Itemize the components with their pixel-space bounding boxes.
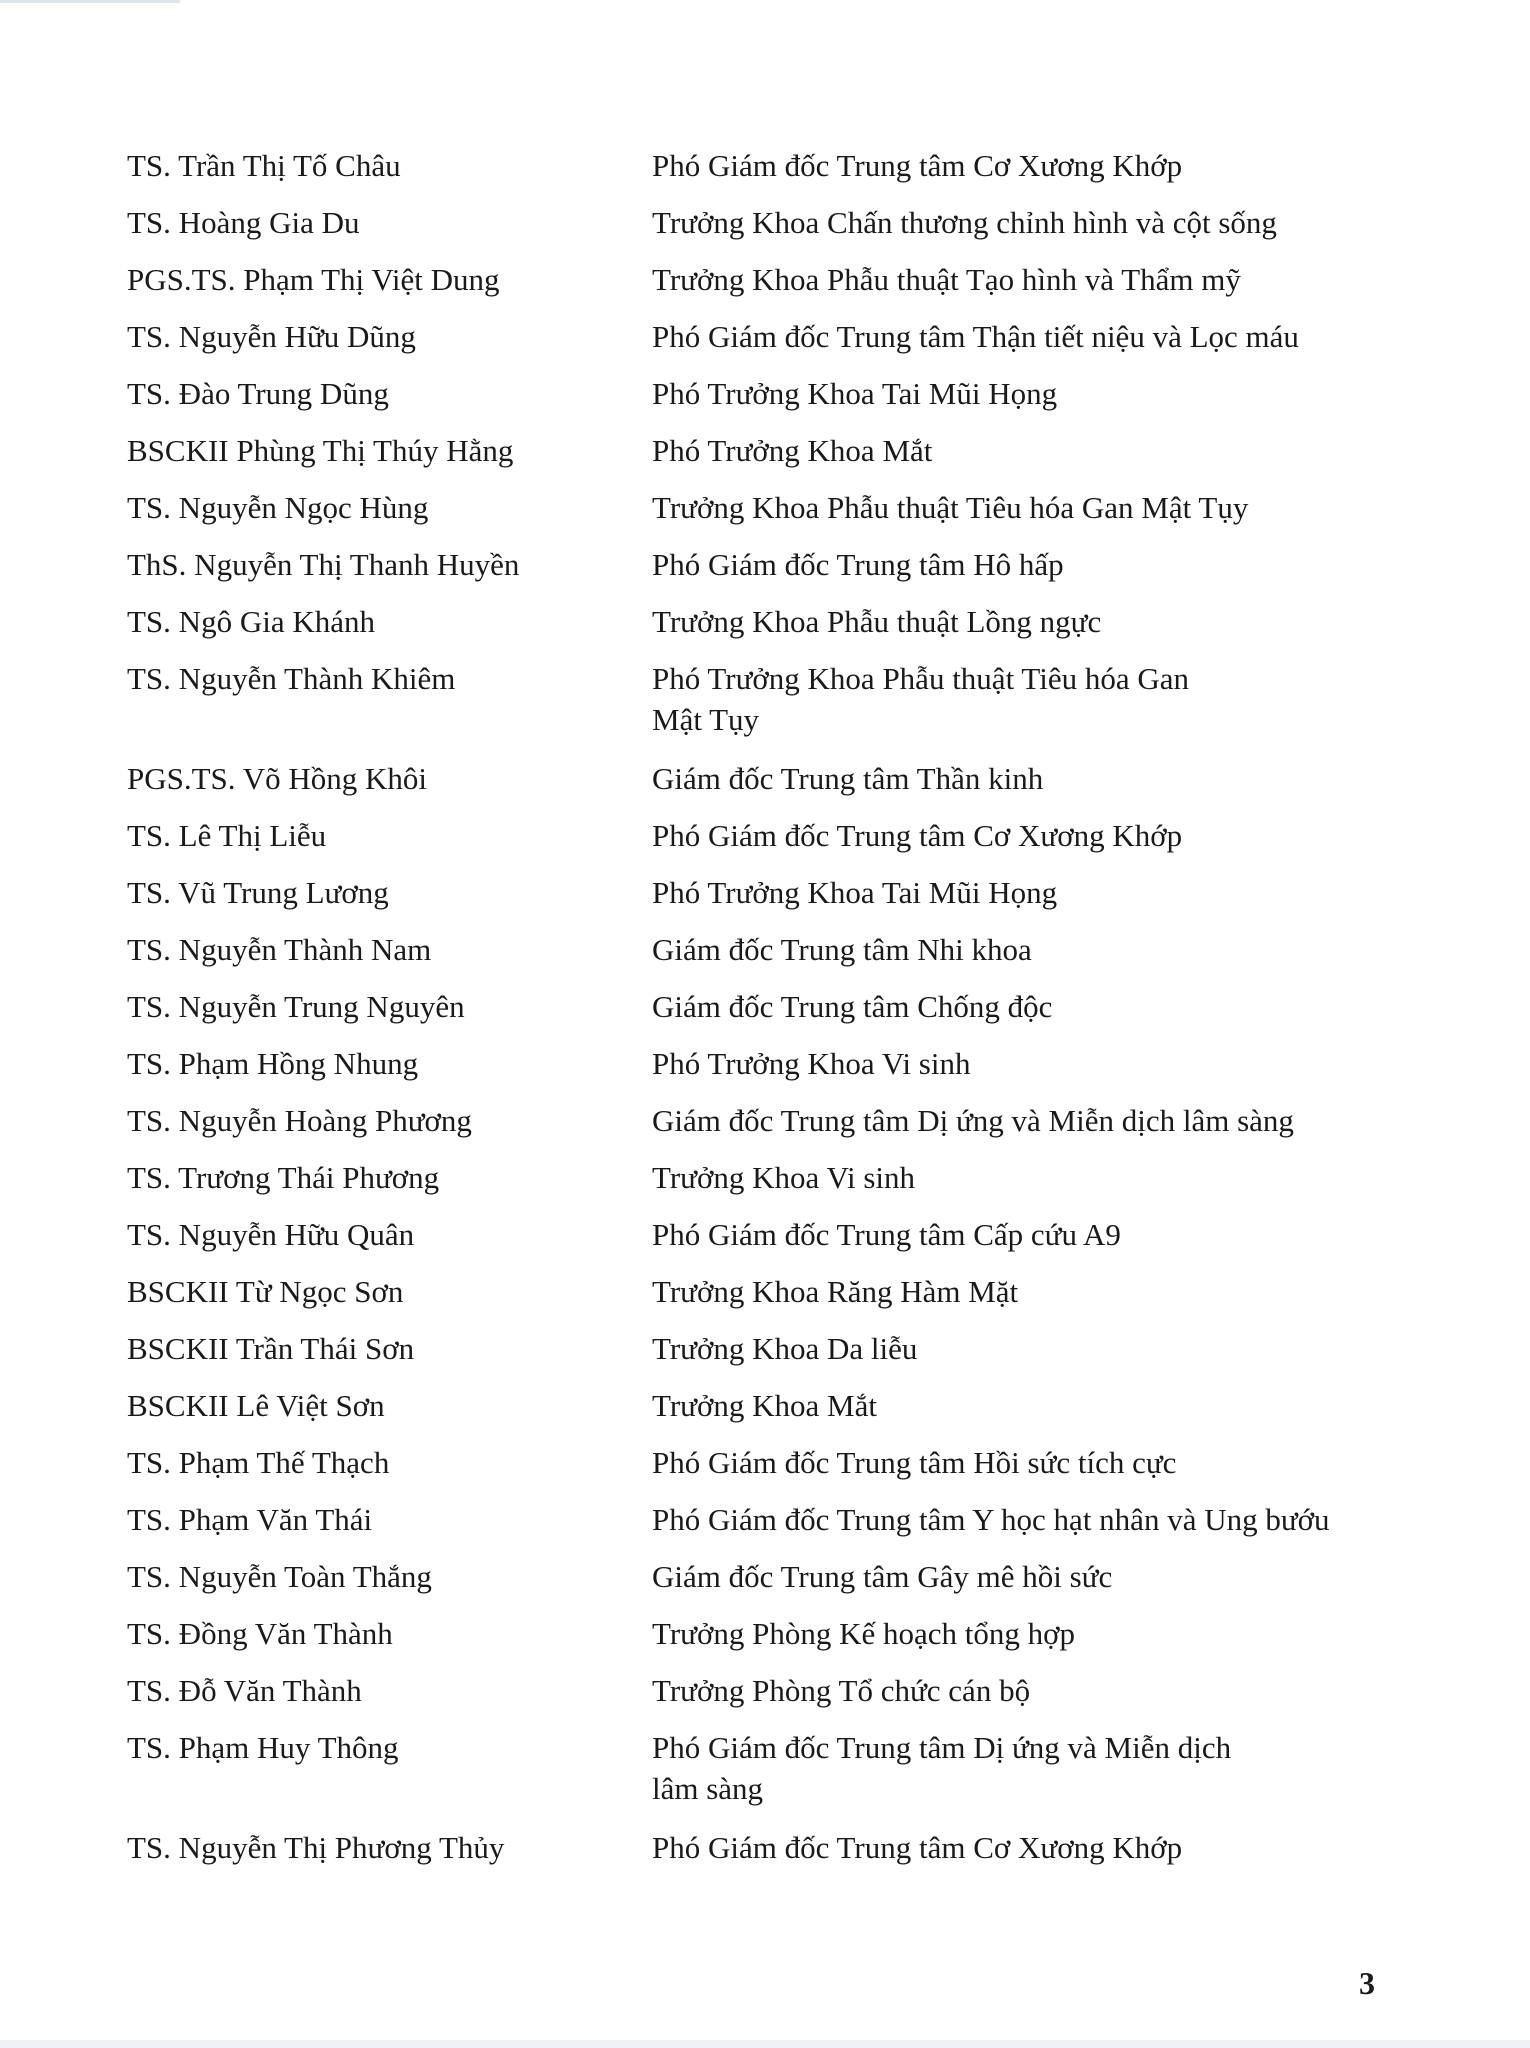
person-name: TS. Phạm Huy Thông — [127, 1730, 399, 1765]
person-position — [652, 658, 1387, 740]
list-item — [127, 259, 1387, 316]
person-position — [652, 1100, 1387, 1141]
list-item — [127, 487, 1387, 544]
list-item — [127, 758, 1387, 815]
person-position — [652, 316, 1387, 357]
position-line: Trưởng Phòng Kế hoạch tổng hợp — [652, 1616, 1076, 1651]
list-item — [127, 1100, 1387, 1157]
position-line: Giám đốc Trung tâm Chống độc — [652, 989, 1053, 1024]
list-item — [127, 1827, 1387, 1884]
person-name: TS. Phạm Văn Thái — [127, 1502, 373, 1537]
person-position — [652, 929, 1387, 970]
person-name: TS. Phạm Thế Thạch — [127, 1445, 390, 1480]
list-item — [127, 373, 1387, 430]
person-position — [652, 601, 1387, 642]
list-item — [127, 544, 1387, 601]
position-line: Phó Trưởng Khoa Mắt — [652, 433, 933, 468]
person-position — [652, 430, 1387, 471]
person-position — [652, 1442, 1387, 1483]
person-name: TS. Lê Thị Liễu — [127, 818, 327, 853]
list-item — [127, 316, 1387, 373]
person-name: TS. Phạm Hồng Nhung — [127, 1046, 419, 1081]
page-number: 3 — [1359, 1965, 1375, 2001]
person-position — [652, 1385, 1387, 1426]
person-position — [652, 758, 1387, 799]
person-name: TS. Đỗ Văn Thành — [127, 1673, 362, 1708]
person-name: ThS. Nguyễn Thị Thanh Huyền — [127, 547, 520, 582]
person-position — [652, 1043, 1387, 1084]
list-item — [127, 1613, 1387, 1670]
person-position — [652, 1670, 1387, 1711]
position-line: Trưởng Khoa Chấn thương chỉnh hình và cột sống — [652, 205, 1277, 240]
person-name: TS. Nguyễn Hữu Quân — [127, 1217, 415, 1252]
person-position — [652, 487, 1387, 528]
list-item — [127, 1043, 1387, 1100]
person-name: TS. Nguyễn Thành Nam — [127, 932, 432, 967]
person-name: TS. Trương Thái Phương — [127, 1160, 440, 1195]
person-position — [652, 1827, 1387, 1868]
position-line: Phó Giám đốc Trung tâm Cơ Xương Khớp — [652, 818, 1183, 853]
scan-edge-bottom — [0, 2040, 1530, 2048]
person-position — [652, 815, 1387, 856]
person-name: BSCKII Từ Ngọc Sơn — [127, 1274, 404, 1309]
person-position — [652, 1328, 1387, 1369]
person-position — [652, 1214, 1387, 1255]
person-position — [652, 1271, 1387, 1312]
person-name: TS. Trần Thị Tố Châu — [127, 148, 401, 183]
person-position — [652, 1556, 1387, 1597]
list-item — [127, 1157, 1387, 1214]
person-name: TS. Hoàng Gia Du — [127, 205, 360, 240]
position-line: lâm sàng — [652, 1771, 764, 1806]
list-item — [127, 601, 1387, 658]
list-item — [127, 1271, 1387, 1328]
list-item — [127, 1328, 1387, 1385]
position-line: Trưởng Khoa Phẫu thuật Tiêu hóa Gan Mật Tụy — [652, 490, 1249, 525]
person-name: TS. Nguyễn Thành Khiêm — [127, 661, 456, 696]
position-line: Phó Giám đốc Trung tâm Cơ Xương Khớp — [652, 148, 1183, 183]
person-name: TS. Đào Trung Dũng — [127, 376, 389, 411]
list-item — [127, 430, 1387, 487]
person-name: TS. Nguyễn Thị Phương Thủy — [127, 1830, 505, 1865]
person-name: BSCKII Phùng Thị Thúy Hằng — [127, 433, 514, 468]
person-name: TS. Nguyễn Hoàng Phương — [127, 1103, 472, 1138]
position-line: Giám đốc Trung tâm Dị ứng và Miễn dịch lâm sàng — [652, 1103, 1294, 1138]
list-item — [127, 202, 1387, 259]
list-item — [127, 1727, 1387, 1827]
person-position — [652, 373, 1387, 414]
person-position — [652, 1157, 1387, 1198]
person-name: BSCKII Trần Thái Sơn — [127, 1331, 415, 1366]
person-name: TS. Đồng Văn Thành — [127, 1616, 393, 1651]
position-line: Trưởng Khoa Răng Hàm Mặt — [652, 1274, 1019, 1309]
person-name: BSCKII Lê Việt Sơn — [127, 1388, 385, 1423]
position-line: Trưởng Khoa Phẫu thuật Tạo hình và Thẩm mỹ — [652, 262, 1241, 297]
person-name: TS. Nguyễn Ngọc Hùng — [127, 490, 429, 525]
position-line: Giám đốc Trung tâm Gây mê hồi sức — [652, 1559, 1113, 1594]
position-line: Giám đốc Trung tâm Nhi khoa — [652, 932, 1032, 967]
position-line: Phó Trưởng Khoa Tai Mũi Họng — [652, 376, 1058, 411]
list-item — [127, 658, 1387, 758]
person-position — [652, 202, 1387, 243]
position-line: Phó Giám đốc Trung tâm Cấp cứu A9 — [652, 1217, 1121, 1252]
position-line: Trưởng Khoa Mắt — [652, 1388, 877, 1423]
person-position — [652, 1727, 1387, 1809]
position-line: Trưởng Khoa Vi sinh — [652, 1160, 916, 1195]
person-position — [652, 259, 1387, 300]
list-item — [127, 872, 1387, 929]
list-item — [127, 986, 1387, 1043]
list-item — [127, 929, 1387, 986]
person-name: TS. Nguyễn Trung Nguyên — [127, 989, 465, 1024]
position-line: Trưởng Khoa Phẫu thuật Lồng ngực — [652, 604, 1102, 639]
list-item — [127, 1214, 1387, 1271]
person-position — [652, 1499, 1387, 1540]
list-item — [127, 815, 1387, 872]
position-line: Phó Trưởng Khoa Phẫu thuật Tiêu hóa Gan — [652, 661, 1189, 696]
position-line: Trưởng Khoa Da liễu — [652, 1331, 918, 1366]
person-name: TS. Nguyễn Toàn Thắng — [127, 1559, 432, 1594]
list-item — [127, 1499, 1387, 1556]
person-name: TS. Ngô Gia Khánh — [127, 604, 375, 639]
person-name: TS. Vũ Trung Lương — [127, 875, 389, 910]
person-position — [652, 986, 1387, 1027]
position-line: Mật Tụy — [652, 702, 760, 737]
person-position — [652, 1613, 1387, 1654]
position-line: Phó Trưởng Khoa Vi sinh — [652, 1046, 971, 1081]
person-position — [652, 544, 1387, 585]
position-line: Phó Giám đốc Trung tâm Hô hấp — [652, 547, 1064, 582]
position-line: Phó Giám đốc Trung tâm Hồi sức tích cực — [652, 1445, 1177, 1480]
list-item — [127, 1385, 1387, 1442]
list-item — [127, 145, 1387, 202]
position-line: Trưởng Phòng Tổ chức cán bộ — [652, 1673, 1031, 1708]
position-line: Phó Giám đốc Trung tâm Thận tiết niệu và Lọc máu — [652, 319, 1299, 354]
position-line: Phó Giám đốc Trung tâm Y học hạt nhân và Ung bướu — [652, 1502, 1330, 1537]
person-position — [652, 145, 1387, 186]
person-name: PGS.TS. Võ Hồng Khôi — [127, 761, 428, 796]
position-line: Giám đốc Trung tâm Thần kinh — [652, 761, 1044, 796]
position-line: Phó Trưởng Khoa Tai Mũi Họng — [652, 875, 1058, 910]
person-name: PGS.TS. Phạm Thị Việt Dung — [127, 262, 500, 297]
person-name: TS. Nguyễn Hữu Dũng — [127, 319, 416, 354]
list-item — [127, 1556, 1387, 1613]
position-line: Phó Giám đốc Trung tâm Cơ Xương Khớp — [652, 1830, 1183, 1865]
list-item — [127, 1670, 1387, 1727]
scan-edge-top — [0, 0, 180, 3]
list-item — [127, 1442, 1387, 1499]
person-position — [652, 872, 1387, 913]
contributor-list — [127, 145, 1387, 1884]
position-line: Phó Giám đốc Trung tâm Dị ứng và Miễn dịch — [652, 1730, 1232, 1765]
